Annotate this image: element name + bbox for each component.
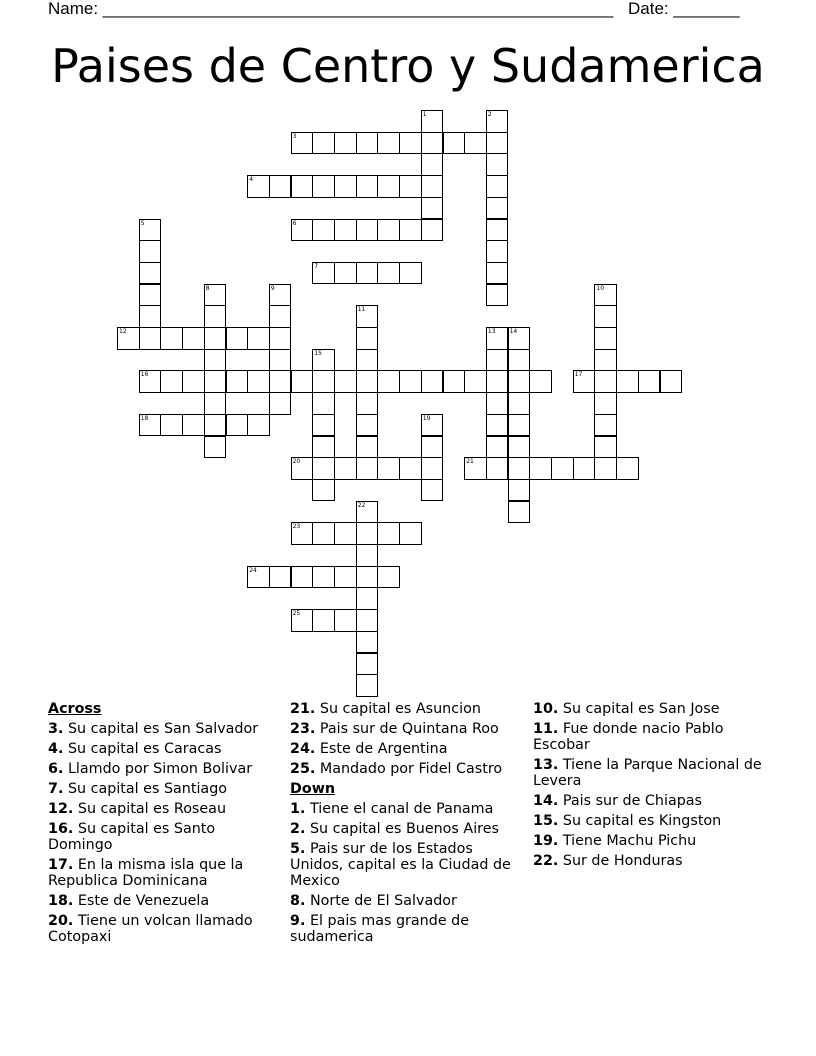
grid-cell[interactable]	[399, 132, 422, 155]
grid-cell[interactable]	[291, 370, 314, 393]
grid-cell[interactable]	[660, 370, 683, 393]
grid-cell[interactable]	[139, 370, 162, 393]
grid-cell[interactable]	[616, 457, 639, 480]
grid-cell[interactable]	[594, 305, 617, 328]
grid-cell[interactable]	[204, 349, 227, 372]
clue-number: 7	[314, 262, 319, 270]
grid-cell[interactable]	[464, 132, 487, 155]
grid-cell[interactable]	[464, 370, 487, 393]
grid-cell[interactable]	[508, 479, 531, 502]
grid-cell[interactable]	[399, 457, 422, 480]
clue-column-1	[48, 701, 280, 949]
grid-cell[interactable]	[312, 457, 335, 480]
across-heading: Across	[48, 701, 102, 717]
grid-cell[interactable]	[421, 479, 444, 502]
grid-cell[interactable]	[399, 370, 422, 393]
grid-cell[interactable]	[269, 284, 292, 307]
clue-across-12: 12. Su capital es Roseau	[48, 801, 227, 817]
grid-cell[interactable]	[399, 522, 422, 545]
grid-cell[interactable]	[529, 370, 552, 393]
grid-cell[interactable]	[356, 132, 379, 155]
grid-cell[interactable]	[334, 370, 357, 393]
clue-number: 6	[292, 219, 297, 227]
grid-cell[interactable]	[377, 132, 400, 155]
grid-cell[interactable]	[356, 457, 379, 480]
clue-down-15: 15. Su capital es Kingston	[533, 813, 722, 829]
grid-cell[interactable]	[269, 327, 292, 350]
grid-cell[interactable]	[356, 262, 379, 285]
grid-cell[interactable]	[356, 414, 379, 437]
grid-cell[interactable]	[334, 522, 357, 545]
grid-cell[interactable]	[204, 305, 227, 328]
grid-cell[interactable]	[486, 370, 509, 393]
grid-cell[interactable]	[377, 175, 400, 198]
clue-number: 24	[249, 566, 257, 574]
grid-cell[interactable]	[182, 370, 205, 393]
grid-cell[interactable]	[139, 240, 162, 263]
grid-cell[interactable]	[399, 262, 422, 285]
grid-cell[interactable]	[377, 219, 400, 242]
grid-cell[interactable]	[269, 392, 292, 415]
grid-cell[interactable]	[139, 327, 162, 350]
clue-across-17: 17. En la misma isla que la Republica Dominicana	[48, 857, 244, 889]
clue-number: 13	[487, 328, 496, 335]
grid-cell[interactable]	[508, 392, 531, 415]
grid-cell[interactable]	[117, 327, 140, 350]
grid-cell[interactable]	[421, 457, 444, 480]
grid-cell[interactable]	[291, 522, 314, 545]
grid-cell[interactable]	[573, 457, 596, 480]
name-field-label[interactable]: Name: ______________________________________________________	[48, 0, 614, 18]
grid-cell[interactable]	[312, 175, 335, 198]
clue-across-24: 24. Este de Argentina	[290, 741, 448, 757]
grid-cell[interactable]	[443, 132, 466, 155]
date-field-label[interactable]: Date: _______	[628, 0, 740, 18]
grid-cell[interactable]	[247, 566, 270, 589]
grid-cell[interactable]	[312, 219, 335, 242]
clue-down-8: 8. Norte de El Salvador	[290, 893, 457, 909]
clue-down-14: 14. Pais sur de Chiapas	[533, 793, 702, 809]
grid-cell[interactable]	[421, 175, 444, 198]
grid-cell[interactable]	[334, 262, 357, 285]
grid-cell[interactable]	[312, 392, 335, 415]
grid-cell[interactable]	[486, 349, 509, 372]
clue-across-6: 6. Llamdo por Simon Bolivar	[48, 761, 253, 777]
grid-cell[interactable]	[247, 175, 270, 198]
clue-down-2: 2. Su capital es Buenos Aires	[290, 821, 499, 837]
grid-cell[interactable]	[139, 284, 162, 307]
clue-number: 17	[574, 371, 583, 379]
grid-cell[interactable]	[508, 501, 531, 524]
grid-cell[interactable]	[139, 219, 162, 242]
clue-across-20: 20. Tiene un volcan llamado Cotopaxi	[48, 913, 253, 945]
clue-number: 23	[292, 523, 301, 531]
grid-cell[interactable]	[356, 631, 379, 654]
grid-cell[interactable]	[638, 370, 661, 393]
clue-across-3: 3. Su capital es San Salvador	[48, 721, 259, 737]
clue-down-19: 19. Tiene Machu Pichu	[533, 833, 697, 849]
grid-cell[interactable]	[312, 566, 335, 589]
clue-down-22: 22. Sur de Honduras	[533, 853, 683, 869]
grid-cell[interactable]	[356, 392, 379, 415]
grid-cell[interactable]	[204, 284, 227, 307]
grid-cell[interactable]	[486, 110, 509, 133]
grid-cell[interactable]	[312, 414, 335, 437]
grid-cell[interactable]	[421, 153, 444, 176]
clue-number: 16	[140, 371, 149, 379]
grid-cell[interactable]	[594, 327, 617, 350]
grid-cell[interactable]	[291, 219, 314, 242]
clue-down-10: 10. Su capital es San Jose	[533, 701, 720, 717]
grid-cell[interactable]	[377, 566, 400, 589]
grid-cell[interactable]	[421, 132, 444, 155]
grid-cell[interactable]	[486, 327, 509, 350]
grid-cell[interactable]	[377, 370, 400, 393]
grid-cell[interactable]	[269, 305, 292, 328]
grid-cell[interactable]	[399, 219, 422, 242]
grid-cell[interactable]	[204, 436, 227, 459]
grid-cell[interactable]	[182, 414, 205, 437]
clue-number: 19	[422, 414, 431, 422]
clue-number: 9	[270, 284, 275, 292]
grid-cell[interactable]	[312, 609, 335, 632]
grid-cell[interactable]	[443, 370, 466, 393]
grid-cell[interactable]	[312, 522, 335, 545]
clue-across-18: 18. Este de Venezuela	[48, 893, 210, 909]
grid-cell[interactable]	[291, 175, 314, 198]
grid-cell[interactable]	[356, 175, 379, 198]
grid-cell[interactable]	[334, 219, 357, 242]
grid-cell[interactable]	[356, 609, 379, 632]
grid-cell[interactable]	[334, 457, 357, 480]
page-title: Paises de Centro y Sudamerica	[51, 39, 765, 93]
grid-cell[interactable]	[356, 522, 379, 545]
grid-cell[interactable]	[356, 349, 379, 372]
grid-cell[interactable]	[421, 219, 444, 242]
grid-cell[interactable]	[160, 370, 183, 393]
grid-cell[interactable]	[399, 175, 422, 198]
grid-cell[interactable]	[421, 110, 444, 133]
grid-cell[interactable]	[356, 587, 379, 610]
grid-cell[interactable]	[377, 262, 400, 285]
clue-number: 18	[140, 414, 149, 422]
grid-cell[interactable]	[356, 436, 379, 459]
grid-cell[interactable]	[269, 566, 292, 589]
grid-cell[interactable]	[377, 522, 400, 545]
grid-cell[interactable]	[616, 370, 639, 393]
grid-cell[interactable]	[356, 305, 379, 328]
clue-across-21: 21. Su capital es Asuncion	[290, 701, 481, 717]
clue-down-13: 13. Tiene la Parque Nacional de Levera	[533, 757, 762, 789]
clue-number: 20	[292, 458, 301, 466]
grid-cell[interactable]	[508, 457, 531, 480]
grid-cell[interactable]	[594, 414, 617, 437]
grid-cell[interactable]	[594, 370, 617, 393]
grid-cell[interactable]	[269, 349, 292, 372]
grid-cell[interactable]	[139, 305, 162, 328]
grid-cell[interactable]	[160, 414, 183, 437]
grid-cell[interactable]	[529, 457, 552, 480]
grid-cell[interactable]	[226, 370, 249, 393]
grid-cell[interactable]	[486, 436, 509, 459]
clue-number: 14	[509, 328, 518, 335]
clue-number: 22	[357, 501, 366, 509]
grid-cell[interactable]	[334, 566, 357, 589]
clue-across-23: 23. Pais sur de Quintana Roo	[290, 721, 499, 737]
clue-number: 10	[596, 284, 605, 292]
down-heading: Down	[290, 781, 336, 797]
grid-cell[interactable]	[551, 457, 574, 480]
grid-cell[interactable]	[291, 566, 314, 589]
grid-cell[interactable]	[139, 262, 162, 285]
grid-cell[interactable]	[486, 197, 509, 220]
grid-cell[interactable]	[312, 262, 335, 285]
grid-cell[interactable]	[182, 327, 205, 350]
grid-cell[interactable]	[226, 414, 249, 437]
clue-number: 11	[357, 306, 366, 314]
grid-cell[interactable]	[356, 566, 379, 589]
grid-cell[interactable]	[204, 327, 227, 350]
grid-cell[interactable]	[508, 370, 531, 393]
grid-cell[interactable]	[291, 132, 314, 155]
grid-cell[interactable]	[291, 457, 314, 480]
grid-cell[interactable]	[312, 349, 335, 372]
grid-cell[interactable]	[356, 544, 379, 567]
clue-number: 5	[140, 219, 145, 227]
clue-number: 21	[466, 458, 474, 466]
grid-cell[interactable]	[486, 262, 509, 285]
grid-cell[interactable]	[139, 414, 162, 437]
grid-cell[interactable]	[594, 392, 617, 415]
grid-cell[interactable]	[508, 436, 531, 459]
clue-column-3	[533, 701, 769, 873]
grid-cell[interactable]	[508, 414, 531, 437]
grid-cell[interactable]	[356, 501, 379, 524]
grid-cell[interactable]	[247, 370, 270, 393]
clue-down-5: 5. Pais sur de los Estados Unidos, capital es la Ciudad de Mexico	[290, 841, 511, 889]
grid-cell[interactable]	[421, 436, 444, 459]
grid-cell[interactable]	[356, 370, 379, 393]
grid-cell[interactable]	[594, 457, 617, 480]
grid-cell[interactable]	[356, 327, 379, 350]
grid-cell[interactable]	[486, 457, 509, 480]
grid-cell[interactable]	[421, 370, 444, 393]
clue-down-11: 11. Fue donde nacio Pablo Escobar	[533, 721, 724, 753]
grid-cell[interactable]	[204, 392, 227, 415]
clue-down-1: 1. Tiene el canal de Panama	[290, 801, 494, 817]
grid-cell[interactable]	[334, 609, 357, 632]
grid-cell[interactable]	[247, 327, 270, 350]
clue-across-16: 16. Su capital es Santo Domingo	[48, 821, 216, 853]
clue-across-7: 7. Su capital es Santiago	[48, 781, 228, 797]
clue-number: 1	[422, 111, 427, 118]
grid-cell[interactable]	[247, 414, 270, 437]
grid-cell[interactable]	[312, 479, 335, 502]
clue-down-9: 9. El pais mas grande de sudamerica	[290, 913, 470, 945]
grid-cell[interactable]	[312, 436, 335, 459]
clue-across-4: 4. Su capital es Caracas	[48, 741, 222, 757]
grid-cell[interactable]	[486, 284, 509, 307]
grid-cell[interactable]	[204, 414, 227, 437]
grid-cell[interactable]	[594, 349, 617, 372]
grid-cell[interactable]	[508, 349, 531, 372]
grid-cell[interactable]	[421, 197, 444, 220]
clue-number: 2	[487, 111, 492, 118]
clue-number: 25	[292, 610, 301, 618]
clue-column-2	[290, 701, 526, 949]
clue-number: 8	[205, 284, 210, 292]
grid-cell[interactable]	[486, 175, 509, 198]
grid-cell[interactable]	[356, 219, 379, 242]
grid-cell[interactable]	[269, 370, 292, 393]
grid-cell[interactable]	[573, 370, 596, 393]
grid-cell[interactable]	[226, 327, 249, 350]
clue-number: 4	[249, 176, 254, 184]
grid-cell[interactable]	[594, 284, 617, 307]
grid-cell[interactable]	[291, 609, 314, 632]
grid-cell[interactable]	[160, 327, 183, 350]
grid-cell[interactable]	[486, 219, 509, 242]
grid-cell[interactable]	[421, 414, 444, 437]
grid-cell[interactable]	[334, 132, 357, 155]
clue-number: 3	[292, 132, 297, 140]
clue-number: 12	[119, 328, 127, 335]
grid-cell[interactable]	[377, 457, 400, 480]
grid-cell[interactable]	[334, 175, 357, 198]
grid-cell[interactable]	[356, 653, 379, 676]
grid-cell[interactable]	[356, 674, 379, 697]
grid-cell[interactable]	[486, 392, 509, 415]
grid-cell[interactable]	[269, 175, 292, 198]
grid-cell[interactable]	[312, 132, 335, 155]
grid-cell[interactable]	[508, 327, 531, 350]
grid-cell[interactable]	[464, 457, 487, 480]
grid-cell[interactable]	[594, 436, 617, 459]
grid-cell[interactable]	[486, 240, 509, 263]
clue-across-25: 25. Mandado por Fidel Castro	[290, 761, 503, 777]
grid-cell[interactable]	[486, 414, 509, 437]
clue-number: 15	[314, 349, 322, 357]
grid-cell[interactable]	[486, 153, 509, 176]
grid-cell[interactable]	[312, 370, 335, 393]
grid-cell[interactable]	[486, 132, 509, 155]
grid-cell[interactable]	[204, 370, 227, 393]
